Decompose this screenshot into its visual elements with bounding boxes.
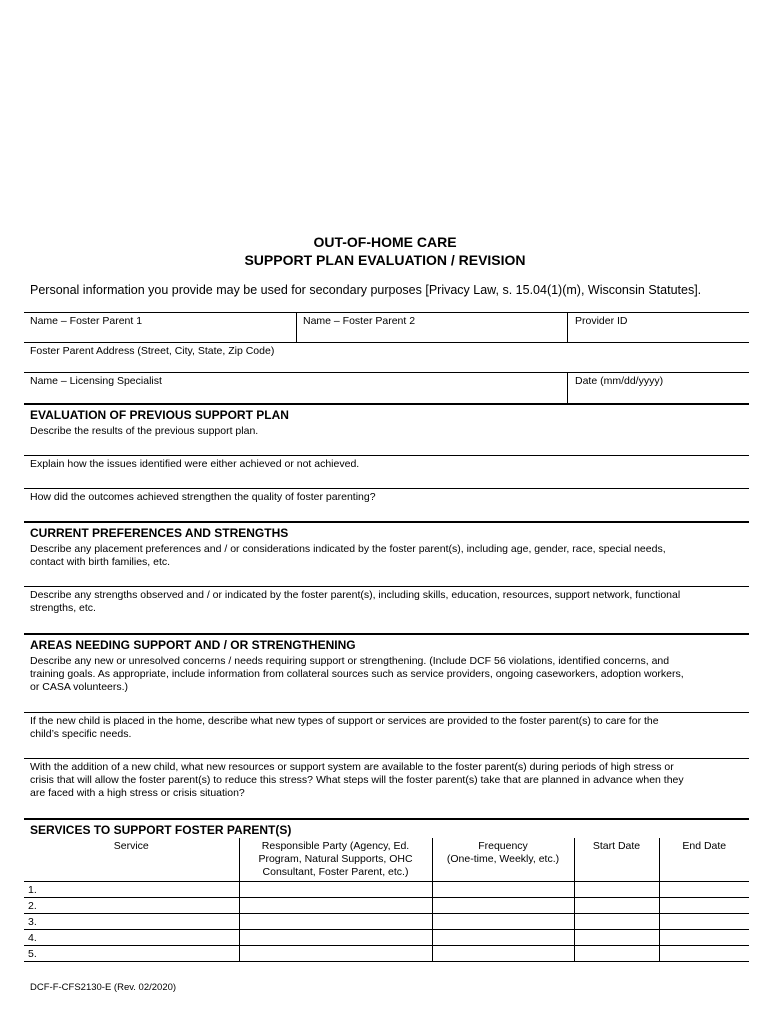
- col-responsible-party: [239, 838, 432, 882]
- end-date-cell[interactable]: [659, 914, 749, 930]
- end-date-cell[interactable]: [659, 898, 749, 914]
- col-responsible-line1: Responsible Party (Agency, Ed.: [261, 840, 410, 852]
- table-row: [24, 946, 749, 962]
- services-heading: SERVICES TO SUPPORT FOSTER PARENT(S): [30, 823, 292, 837]
- strengths-line2: strengths, etc.: [30, 602, 96, 614]
- service-cell[interactable]: 4.: [24, 930, 239, 946]
- start-date-cell[interactable]: [574, 930, 659, 946]
- stress-plan-line3: are faced with a high stress or crisis situation?: [30, 787, 245, 799]
- responsible-cell[interactable]: [239, 914, 432, 930]
- divider: [24, 586, 749, 587]
- divider: [24, 712, 749, 713]
- new-child-support-field[interactable]: [30, 715, 659, 741]
- frequency-cell[interactable]: [432, 914, 574, 930]
- col-responsible-line2: Program, Natural Supports, OHC: [258, 853, 413, 865]
- divider: [296, 312, 297, 342]
- responsible-cell[interactable]: [239, 882, 432, 898]
- evaluation-issues-field[interactable]: Explain how the issues identified were either achieved or not achieved.: [30, 458, 360, 470]
- divider: [24, 372, 749, 373]
- responsible-cell[interactable]: [239, 946, 432, 962]
- preferences-heading: CURRENT PREFERENCES AND STRENGTHS: [30, 526, 289, 540]
- new-child-support-line2: child’s specific needs.: [30, 728, 132, 740]
- form-id-footer: DCF-F-CFS2130-E (Rev. 02/2020): [30, 982, 177, 993]
- table-row: [24, 882, 749, 898]
- stress-plan-line1: With the addition of a new child, what new resources or support system are available to the foster parent(s) during periods of high stress or: [30, 761, 674, 773]
- start-date-cell[interactable]: [574, 946, 659, 962]
- table-row: [24, 930, 749, 946]
- service-cell[interactable]: 1.: [24, 882, 239, 898]
- frequency-cell[interactable]: [432, 898, 574, 914]
- col-frequency: [432, 838, 574, 882]
- address-field[interactable]: Foster Parent Address (Street, City, State, Zip Code): [30, 345, 275, 357]
- concerns-line2: training goals. As appropriate, include information from collateral sources such as service providers, ongoing caseworkers, adoption workers,: [30, 668, 684, 680]
- divider: [24, 758, 749, 759]
- responsible-cell[interactable]: [239, 898, 432, 914]
- placement-preferences-field[interactable]: [30, 543, 666, 569]
- evaluation-heading: EVALUATION OF PREVIOUS SUPPORT PLAN: [30, 408, 289, 422]
- form-title-line2: SUPPORT PLAN EVALUATION / REVISION: [244, 252, 526, 268]
- start-date-cell[interactable]: [574, 898, 659, 914]
- concerns-field[interactable]: [30, 655, 684, 694]
- responsible-cell[interactable]: [239, 930, 432, 946]
- services-table: [24, 838, 749, 962]
- concerns-line1: Describe any new or unresolved concerns / needs requiring support or strengthening. (Include DCF 56 violations, identified concerns, and: [30, 655, 670, 667]
- section-divider: [24, 633, 749, 635]
- end-date-cell[interactable]: [659, 882, 749, 898]
- frequency-cell[interactable]: [432, 946, 574, 962]
- provider-id-field[interactable]: Provider ID: [575, 315, 628, 327]
- strengths-line1: Describe any strengths observed and / or indicated by the foster parent(s), including skills, education, resources, support network, functional: [30, 589, 681, 601]
- placement-preferences-line1: Describe any placement preferences and / or considerations indicated by the foster parent(s), including age, gender, race, special needs,: [30, 543, 666, 555]
- table-header-row: [24, 838, 749, 882]
- section-divider: [24, 521, 749, 523]
- concerns-line3: or CASA volunteers.): [30, 681, 129, 693]
- strengths-field[interactable]: [30, 589, 680, 615]
- col-end-date: End Date: [659, 838, 749, 882]
- end-date-cell[interactable]: [659, 946, 749, 962]
- stress-plan-line2: crisis that will allow the foster parent(s) to reduce this stress? What steps will the foster parent(s) take that are planned in advance when they: [30, 774, 684, 786]
- divider: [24, 342, 749, 343]
- evaluation-outcomes-field[interactable]: How did the outcomes achieved strengthen the quality of foster parenting?: [30, 491, 376, 503]
- date-field[interactable]: Date (mm/dd/yyyy): [575, 375, 664, 387]
- table-row: [24, 898, 749, 914]
- form-title-line1: OUT-OF-HOME CARE: [313, 234, 457, 250]
- section-divider: [24, 818, 749, 820]
- service-cell[interactable]: 2.: [24, 898, 239, 914]
- divider: [567, 312, 568, 342]
- foster-parent-2-field[interactable]: Name – Foster Parent 2: [303, 315, 416, 327]
- divider: [24, 488, 749, 489]
- divider: [567, 372, 568, 403]
- stress-plan-field[interactable]: [30, 761, 684, 800]
- frequency-cell[interactable]: [432, 930, 574, 946]
- support-heading: AREAS NEEDING SUPPORT AND / OR STRENGTHENING: [30, 638, 356, 652]
- section-divider: [24, 403, 749, 405]
- divider: [24, 455, 749, 456]
- start-date-cell[interactable]: [574, 914, 659, 930]
- evaluation-results-field[interactable]: Describe the results of the previous support plan.: [30, 425, 259, 437]
- col-frequency-line2: (One-time, Weekly, etc.): [446, 853, 560, 865]
- col-start-date: Start Date: [574, 838, 659, 882]
- col-service: Service: [24, 838, 239, 882]
- end-date-cell[interactable]: [659, 930, 749, 946]
- service-cell[interactable]: 5.: [24, 946, 239, 962]
- frequency-cell[interactable]: [432, 882, 574, 898]
- start-date-cell[interactable]: [574, 882, 659, 898]
- table-row: [24, 914, 749, 930]
- privacy-notice: Personal information you provide may be used for secondary purposes [Privacy Law, s. 15.04(1)(m), Wisconsin Statutes].: [30, 283, 702, 297]
- col-frequency-line1: Frequency: [478, 840, 528, 852]
- licensing-specialist-field[interactable]: Name – Licensing Specialist: [30, 375, 162, 387]
- service-cell[interactable]: 3.: [24, 914, 239, 930]
- foster-parent-1-field[interactable]: Name – Foster Parent 1: [30, 315, 143, 327]
- col-responsible-line3: Consultant, Foster Parent, etc.): [262, 866, 409, 878]
- placement-preferences-line2: contact with birth families, etc.: [30, 556, 171, 568]
- divider: [24, 312, 749, 313]
- new-child-support-line1: If the new child is placed in the home, describe what new types of support or services are provided to the foster parent(s) to care for the: [30, 715, 659, 727]
